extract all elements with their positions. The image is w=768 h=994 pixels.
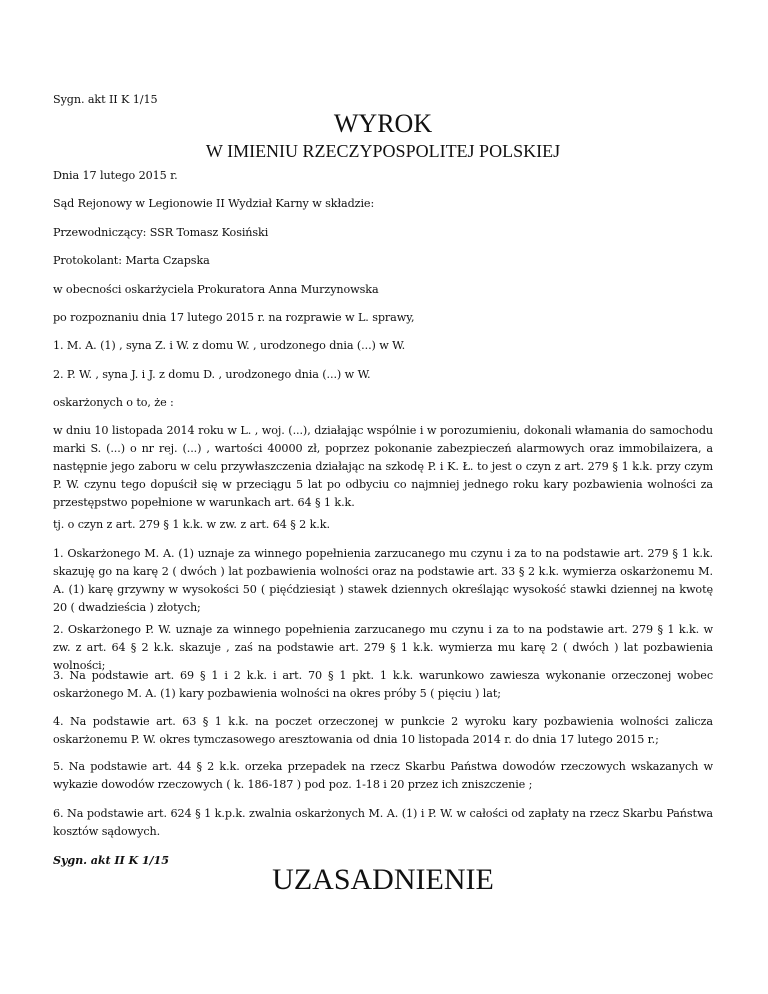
verdict-point-3: 3. Na podstawie art. 69 § 1 i 2 k.k. i art. 70 § 1 pkt. 1 k.k. warunkowo zawiesza wykonanie orzeczonej wobec oskarżonego M. A. (1) kary pozbawienia wolności na okres próby 5 ( pięciu ) lat;	[53, 669, 713, 700]
defendant-2: 2. P. W. , syna J. i J. z domu D. , urodzonego dnia (...) w W.	[53, 368, 371, 381]
case-signature-top: Sygn. akt II K 1/15	[53, 93, 158, 106]
verdict-subtitle: W IMIENIU RZECZYPOSPOLITEJ POLSKIEJ	[205, 141, 561, 161]
verdict-point-6: 6. Na podstawie art. 624 § 1 k.p.k. zwalnia oskarżonych M. A. (1) i P. W. w całości od zapłaty na rzecz Skarbu Państwa kosztów sądowych.	[53, 807, 713, 838]
charge-legal-basis: tj. o czyn z art. 279 § 1 k.k. w zw. z art. 64 § 2 k.k.	[53, 518, 330, 531]
hearing-info: po rozpoznaniu dnia 17 lutego 2015 r. na rozprawie w L. sprawy,	[53, 311, 415, 324]
court-composition: Sąd Rejonowy w Legionowie II Wydział Karny w składzie:	[53, 197, 375, 210]
charge-text: w dniu 10 listopada 2014 roku w L. , woj. (...), działając wspólnie i w porozumieniu, dokonali włamania do samochodu marki S. (...) o nr rej. (...) , wartości 40000 zł, poprzez pokonanie zabezpieczeń alarmowych oraz immobilaizera, a następnie jego zaboru w celu przywłaszczenia działając na szkodę P. i K. Ł. to jest o czyn z art. 279 § 1 k.k. przy czym P. W. czynu tego dopuścił się w przeciągu 5 lat po odbyciu co najmniej jednego roku kary pozbawienia wolności za przestępstwo popełnione w warunkach art. 64 § 1 k.k.	[53, 424, 713, 509]
case-signature-bottom: Sygn. akt II K 1/15	[53, 853, 169, 867]
defendant-1: 1. M. A. (1) , syna Z. i W. z domu W. , urodzonego dnia (...) w W.	[53, 339, 406, 352]
justification-title: UZASADNIENIE	[272, 863, 494, 896]
verdict-title: WYROK	[333, 109, 433, 138]
presiding-judge: Przewodniczący: SSR Tomasz Kosiński	[53, 226, 269, 239]
verdict-point-1: 1. Oskarżonego M. A. (1) uznaje za winnego popełnienia zarzucanego mu czynu i za to na podstawie art. 279 § 1 k.k. skazuję go na karę 2 ( dwóch ) lat pozbawienia wolności oraz na podstawie art. 33 § 2 k.k. wymierza oskarżonemu M. A. (1) karę grzywny w wysokości 50 ( pięćdziesiąt ) stawek dziennych określając wysokość stawki dziennej na kwotę 20 ( dwadzieścia ) złotych;	[53, 547, 713, 614]
court-clerk: Protokolant: Marta Czapska	[53, 254, 210, 267]
verdict-date: Dnia 17 lutego 2015 r.	[53, 169, 178, 182]
charges-intro: oskarżonych o to, że :	[53, 396, 174, 409]
verdict-point-2: 2. Oskarżonego P. W. uznaje za winnego popełnienia zarzucanego mu czynu i za to na podstawie art. 279 § 1 k.k. w zw. z art. 64 § 2 k.k. skazuje , zaś na podstawie art. 279 § 1 k.k. wymierza mu karę 2 ( dwóch ) lat pozbawienia wolności;	[53, 623, 713, 672]
verdict-point-5: 5. Na podstawie art. 44 § 2 k.k. orzeka przepadek na rzecz Skarbu Państwa dowodów rzeczowych wskazanych w wykazie dowodów rzeczowych ( k. 186-187 ) pod poz. 1-18 i 20 przez ich zniszczenie ;	[53, 760, 713, 791]
verdict-point-4: 4. Na podstawie art. 63 § 1 k.k. na poczet orzeczonej w punkcie 2 wyroku kary pozbawienia wolności zalicza oskarżonemu P. W. okres tymczasowego aresztowania od dnia 10 listopada 2014 r. do dnia 17 lutego 2015 r.;	[53, 715, 713, 746]
prosecutor: w obecności oskarżyciela Prokuratora Anna Murzynowska	[53, 283, 379, 296]
document-page	[53, 0, 713, 994]
